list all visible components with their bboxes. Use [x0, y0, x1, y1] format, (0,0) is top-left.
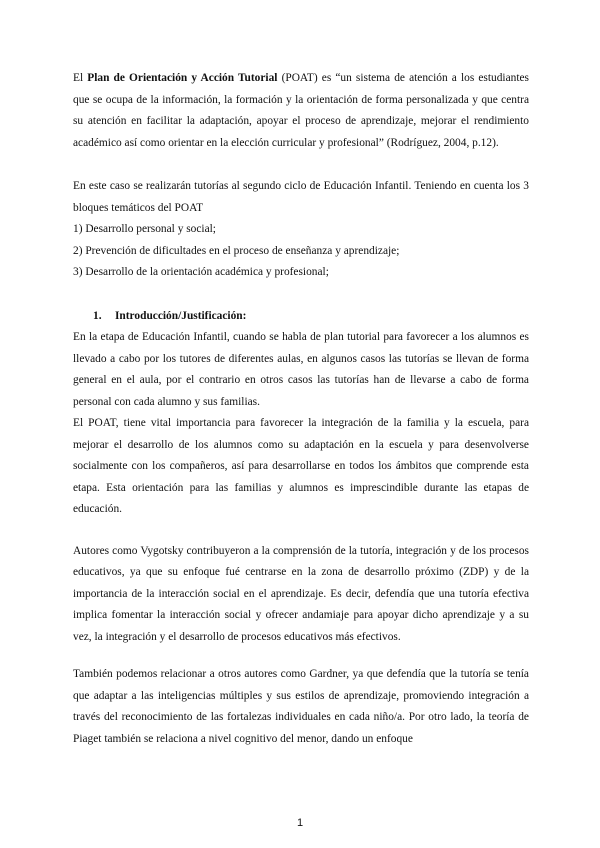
page-body	[73, 68, 529, 750]
section-paragraph-4: También podemos relacionar a otros autores como Gardner, ya que defendía que la tutoría se tenía que adaptar a las inteligencias múltiples y sus estilos de aprendizaje, promoviendo integración a través del reconocimiento de las fortalezas individuales en cada niño/a. Por otro lado, la teoría de Piaget también se relaciona a nivel cognitivo del menor, dando un enfoque	[73, 668, 529, 745]
thematic-block-3: 3) Desarrollo de la orientación académica y profesional;	[73, 266, 329, 278]
intro-text-start: El	[73, 72, 88, 84]
thematic-block-2: 2) Prevención de dificultades en el proceso de enseñanza y aprendizaje;	[73, 244, 400, 257]
section-paragraph-2: El POAT, tiene vital importancia para favorecer la integración de la familia y la escuela, para mejorar el desarrollo de los alumnos como su adaptación en la escuela y para desenvolverse socialmente con los compañeros, así para desarrollarse en todos los ámbitos que comprende esta etapa. Esta orientación para las familias y alumnos es imprescindible durante las etapas de educación.	[73, 417, 529, 515]
intro-text-rest: (POAT) es “un sistema de atención a los estudiantes que se ocupa de la información, la formación y la orientación de forma personalizada y que centra su atención en facilitar la adaptación, apoyar el proceso de aprendizaje, mejorar el rendimiento académico así como orientar en la elección curricular y profesional” (Rodríguez, 2004, p.12).	[73, 72, 529, 149]
section-number: 1.	[93, 309, 102, 322]
intro-paragraph-cycle: En este caso se realizarán tutorías al segundo ciclo de Educación Infantil. Teniendo en cuenta los 3 bloques temáticos del POAT	[73, 180, 529, 214]
section-paragraph-1: En la etapa de Educación Infantil, cuando se habla de plan tutorial para favorecer a los alumnos es llevado a cabo por los tutores de diferentes aulas, en algunos casos las tutorías se llevan de forma general en el aula, por el contrario en otros casos las tutorías han de llevarse a cabo de forma personal con cada alumno y sus familias.	[73, 331, 529, 408]
thematic-block-1: 1) Desarrollo personal y social;	[73, 223, 216, 235]
intro-paragraph-poat-definition	[73, 68, 529, 154]
page-number: 1	[296, 817, 304, 829]
poat-term-bold: Plan de Orientación y Acción Tutorial	[87, 72, 278, 84]
section-heading	[73, 306, 529, 328]
section-paragraph-3: Autores como Vygotsky contribuyeron a la comprensión de la tutoría, integración y de los procesos educativos, ya que su enfoque fué centrarse en la zona de desarrollo próximo (ZDP) y de la importancia de la interacción social en el aprendizaje. Es decir, defendía que una tutoría efectiva implica fomentar la interacción social y ofrecer andamiaje para apoyar dicho aprendizaje y a su vez, la integración y el desarrollo de procesos educativos más efectivos.	[73, 544, 529, 643]
section-title: Introducción/Justificación:	[115, 309, 247, 322]
